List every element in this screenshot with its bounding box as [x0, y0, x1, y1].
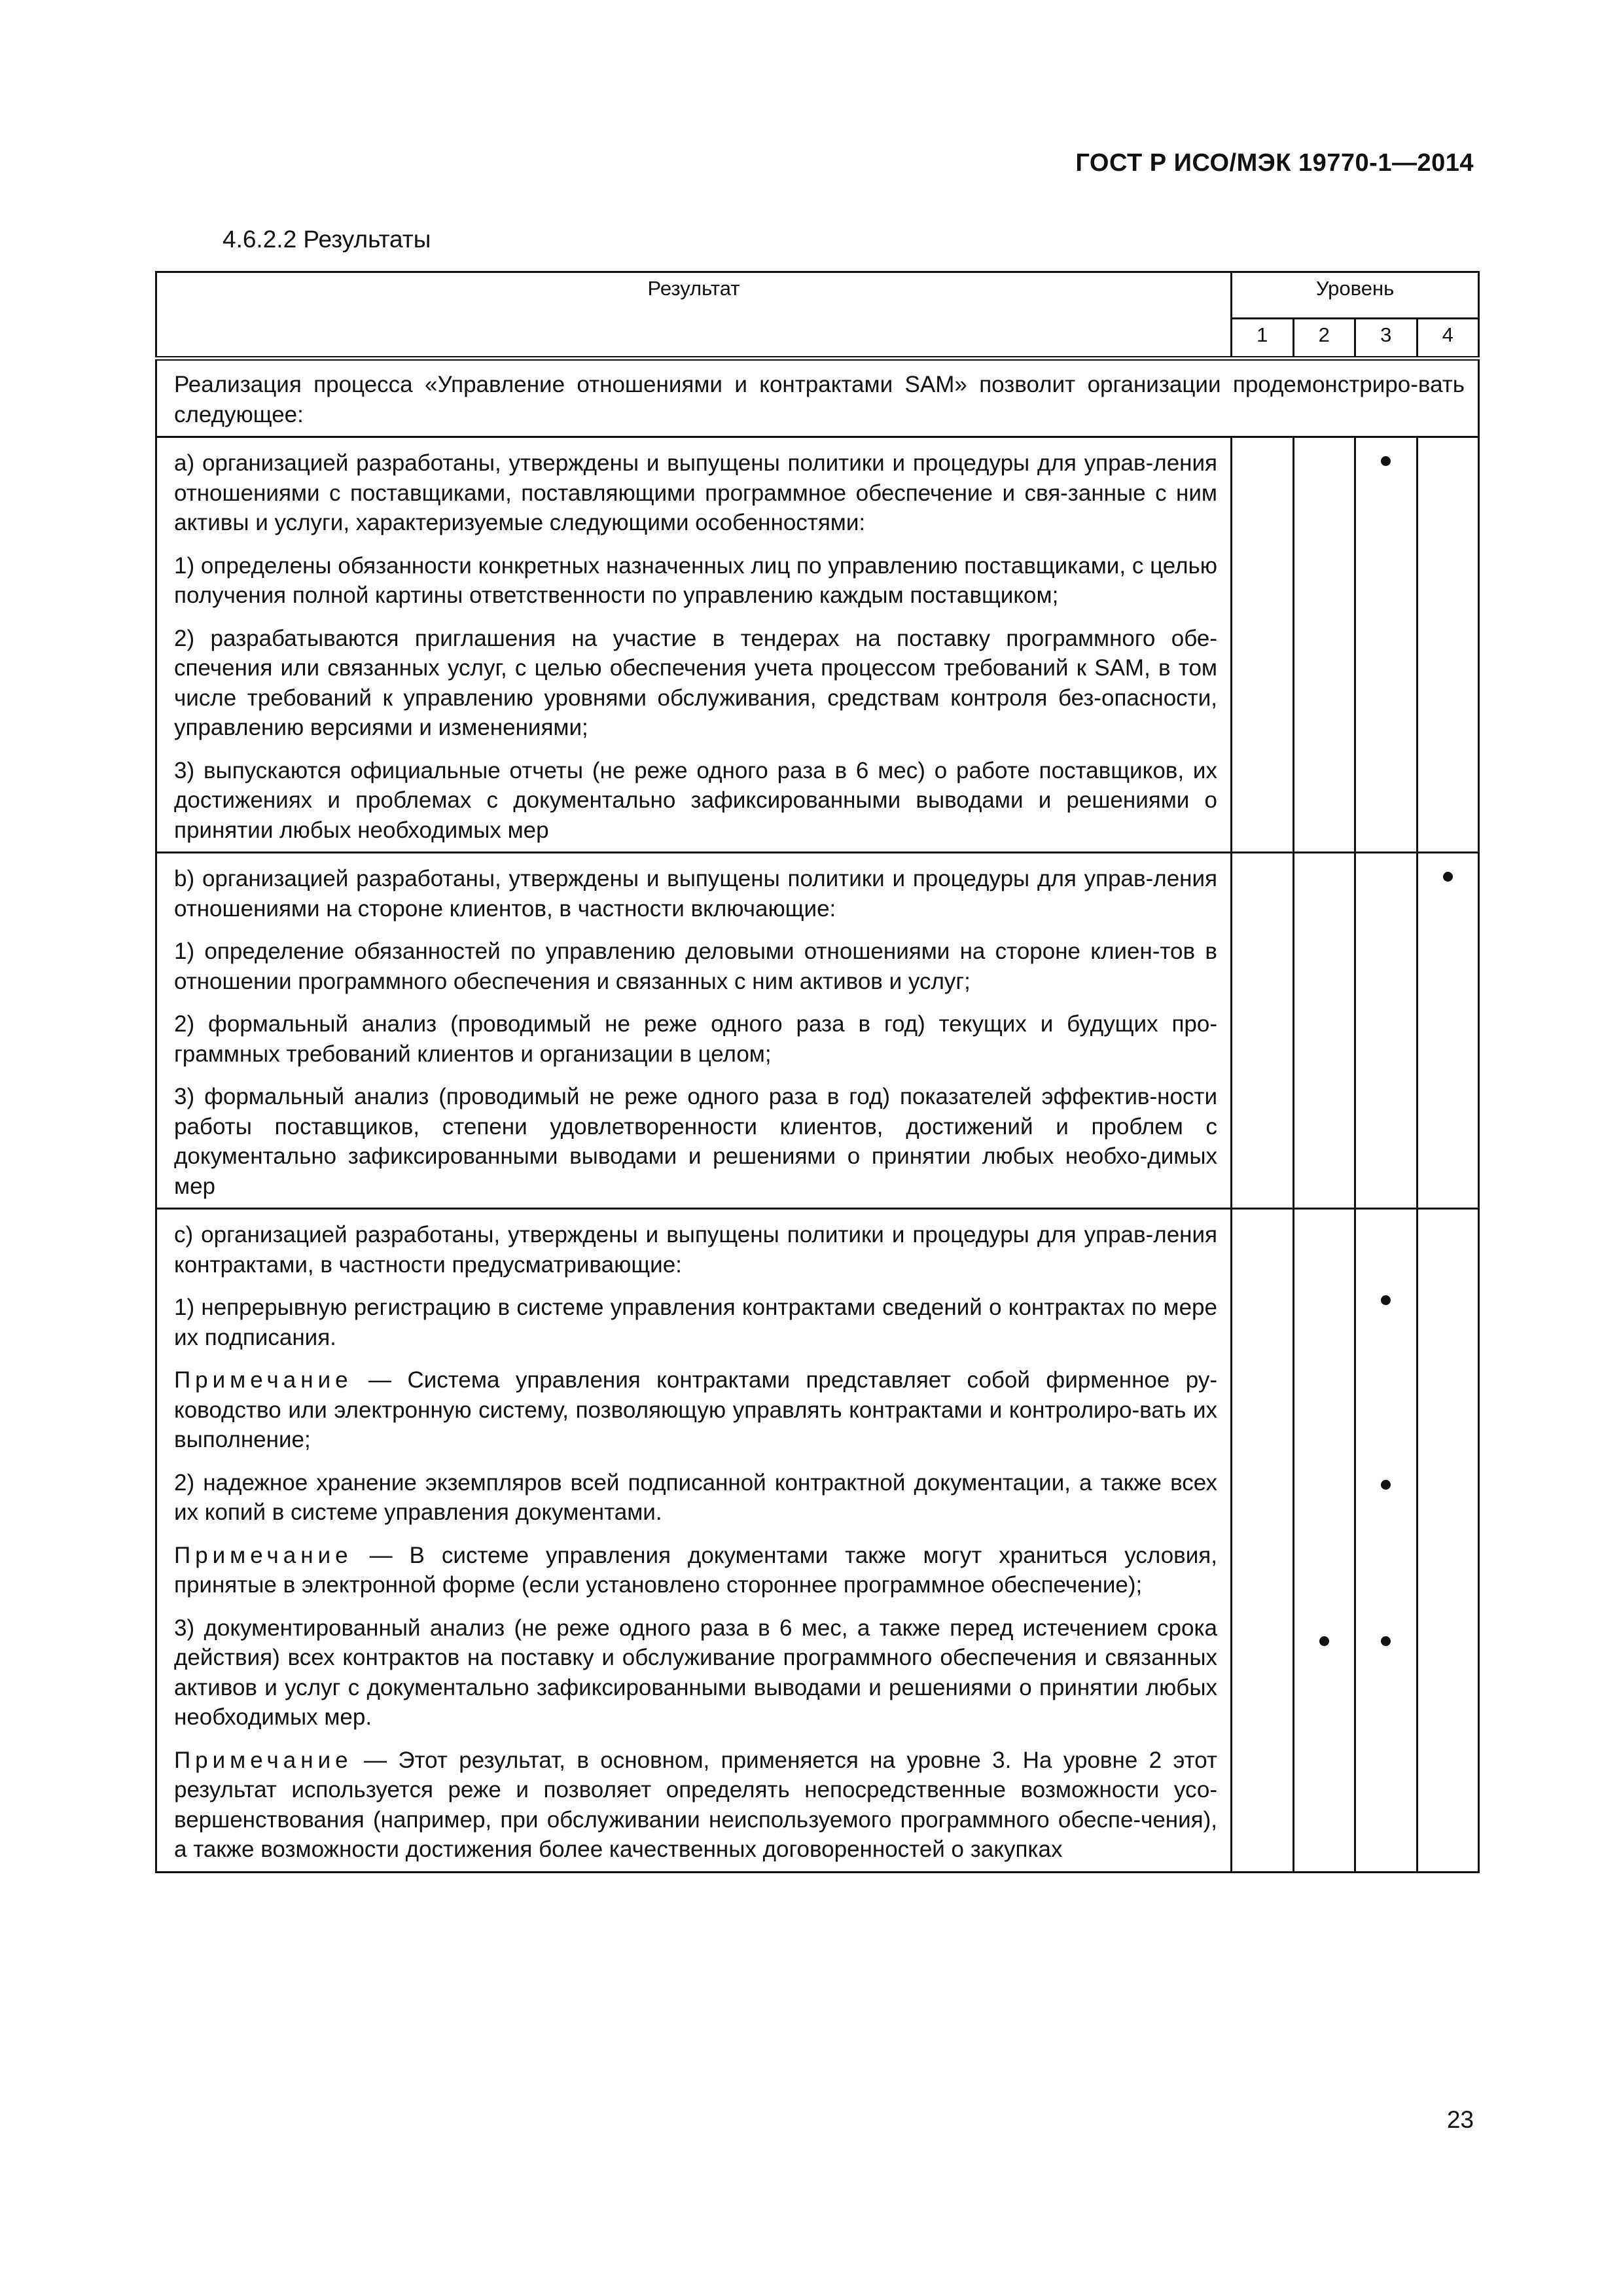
level-mark: [1319, 1636, 1329, 1646]
level-cell: [1417, 1209, 1479, 1873]
note-text: — Система управления контрактами представляет собой фирменное ру-ководство или электронную систему, позволяющую управлять контрактами и контролиро-вать их выполнение;: [174, 1367, 1217, 1452]
result-paragraph: 1) определены обязанности конкретных назначенных лиц по управлению поставщиками, с целью получения полной картины ответственности по управлению каждым поставщиком;: [174, 552, 1217, 608]
table-row: [156, 1209, 1479, 1873]
result-paragraph: b) организацией разработаны, утверждены и выпущены политики и процедуры для управ-ления отношениями на стороне клиентов, в частности включающие:: [174, 866, 1217, 922]
level-cell: [1355, 853, 1418, 1209]
level-cell: [1232, 853, 1294, 1209]
result-paragraph: 3) выпускаются официальные отчеты (не реже одного раза в 6 мес) о работе поставщиков, их достижениях и проблемах с документально зафиксированными выводами и решениями о принятии любых необходимых мер: [174, 757, 1217, 843]
level-mark: [1381, 1295, 1391, 1305]
result-text-c: [156, 1209, 1232, 1873]
note-text: — Этот результат, в основном, применяется на уровне 3. На уровне 2 этот результат используется реже и позволяет определять непосредственные возможности усо-вершенствования (например, при обслуживании неиспользуемого программного обеспе-чения), а также возможности достижения более качественных договоренностей о закупках: [174, 1747, 1217, 1862]
result-note: [174, 1746, 1217, 1865]
result-paragraph: 1) непрерывную регистрацию в системе управления контрактами сведений о контрактах по мере их подписания.: [174, 1295, 1217, 1350]
level-header-4: 4: [1417, 319, 1479, 359]
table-intro: Реализация процесса «Управление отношениями и контрактами SAM» позволит организации продемонстриро-вать следующее:: [156, 359, 1479, 437]
result-text-b: [156, 853, 1232, 1209]
note-text: — В системе управления документами также могут храниться условия, принятые в электронной форме (если установлено стороннее программное обеспечение);: [174, 1542, 1217, 1598]
column-header-level: Уровень: [1232, 272, 1479, 319]
level-header-1: 1: [1232, 319, 1294, 359]
result-paragraph: 2) разрабатываются приглашения на участие в тендерах на поставку программного обе-спечения или связанных услуг, с целью обеспечения учета процессом требований к SAM, в том числе требований к управлению уровнями обслуживания, средствам контроля без-опасности, управлению версиями и изменениями;: [174, 625, 1217, 740]
level-cell: [1293, 437, 1355, 853]
result-text-a: [156, 437, 1232, 853]
page-number: 23: [1446, 2106, 1474, 2133]
result-paragraph: 2) формальный анализ (проводимый не реже одного раза в год) текущих и будущих про-граммных требований клиентов и организации в целом;: [174, 1011, 1217, 1067]
level-mark: [1381, 1636, 1391, 1646]
note-label: Примечание: [174, 1367, 353, 1393]
note-label: Примечание: [174, 1542, 353, 1568]
level-mark: [1443, 872, 1453, 882]
level-cell: [1417, 853, 1479, 1209]
level-cell: [1355, 1209, 1418, 1873]
level-mark: [1381, 1480, 1391, 1490]
level-cell: [1417, 437, 1479, 853]
result-paragraph: 3) документированный анализ (не реже одного раза в 6 мес, а также перед истечением срока действия) всех контрактов на поставку и обслуживание программного обеспечения и связанных активов и услуг с документально зафиксированными выводами и решениями о принятии любых необходимых мер.: [174, 1615, 1217, 1730]
standard-id: ГОСТ Р ИСО/МЭК 19770-1—2014: [1075, 149, 1474, 177]
level-mark: [1381, 456, 1391, 466]
result-paragraph: с) организацией разработаны, утверждены и выпущены политики и процедуры для управ-ления контрактами, в частности предусматривающие:: [174, 1222, 1217, 1278]
level-header-3: 3: [1355, 319, 1418, 359]
level-cell: [1355, 437, 1418, 853]
result-paragraph: 2) надежное хранение экземпляров всей подписанной контрактной документации, а также всех их копий в системе управления документами.: [174, 1469, 1217, 1525]
note-label: Примечание: [174, 1747, 353, 1773]
level-cell: [1293, 853, 1355, 1209]
level-header-2: 2: [1293, 319, 1355, 359]
level-cell: [1232, 437, 1294, 853]
result-note: [174, 1541, 1217, 1600]
table-row: [156, 437, 1479, 853]
section-title: 4.6.2.2 Результаты: [223, 226, 431, 253]
table-row: [156, 853, 1479, 1209]
result-paragraph: а) организацией разработаны, утверждены и выпущены политики и процедуры для управ-ления отношениями с поставщиками, поставляющими программное обеспечение и свя-занные с ним активы и услуги, характеризуемые следующими особенностями:: [174, 450, 1217, 535]
level-cell: [1232, 1209, 1294, 1873]
result-paragraph: 1) определение обязанностей по управлению деловыми отношениями на стороне клиен-тов в отношении программного обеспечения и связанных с ним активов и услуг;: [174, 939, 1217, 994]
column-header-result: Результат: [156, 272, 1232, 359]
result-paragraph: 3) формальный анализ (проводимый не реже одного раза в год) показателей эффектив-ности работы поставщиков, степени удовлетворенности клиентов, достижений и проблем с документально зафиксированными выводами и решениями о принятии любых необхо-димых мер: [174, 1084, 1217, 1199]
level-cell: [1293, 1209, 1355, 1873]
result-note: [174, 1365, 1217, 1455]
results-table: [155, 271, 1480, 1873]
